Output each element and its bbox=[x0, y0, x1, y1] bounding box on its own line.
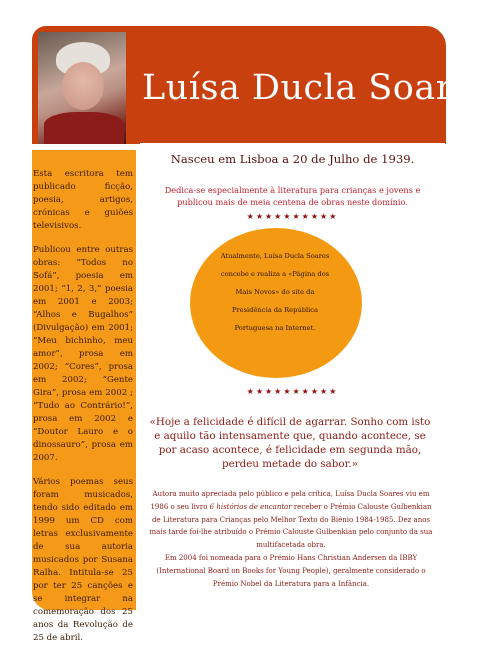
birth-heading: Nasceu em Lisboa a 20 de Julho de 1939. bbox=[170, 152, 415, 166]
star-divider-bottom: ★★★★★★★★★★ bbox=[246, 387, 339, 396]
page-title: Luísa Ducla Soares bbox=[142, 68, 493, 108]
dedication-text: Dedica-se especialmente à literatura para crianças e jovens e publicou mais de meia centena de obras neste domínio. bbox=[164, 185, 421, 207]
bio-text-part-3: Em 2004 foi nomeada para o Prémio Hans Christian Andersen da IBBY (International Board on Books for Young People), geralmente considerado o Prémio Nobel da Literatura para a Infância. bbox=[156, 553, 426, 588]
sidebar-paragraph-works: Publicou entre outras obras: “Todos no Sofá”, poesia em 2001; “1, 2, 3,” poesia em 2001 e 2003; “Alhos e Bugalhos” (Divulgação) em 2001; “Meu bichinho, meu amor”, prosa em 2002; “Cores”, prosa em 2002; “Gente Gira”, prosa em 2002 ; “Tudo ao Contrário!”, prosa em 2002 e “Doutor Lauro e o dinossauro”, prosa em 2007. bbox=[33, 245, 133, 463]
sidebar-paragraph-music: Vários poemas seus foram musicados, tendo sido editado em 1999 um CD com letras exclusivamente de sua autoria musicados por Susana Ralha. Intitula-se 25 por ter 25 canções e se integrar na comemoração dos 25 anos da Revolução de 25 de abril. bbox=[33, 477, 133, 643]
bio-text-part-1: Autora muito apreciada pelo público e pela crítica, Luísa Ducla Soares viu em 1986 o seu livro bbox=[150, 490, 430, 511]
bio-text-part-2: receber o Prémio Calouste Gulbenkian de Literatura para Crianças pelo Melhor Texto do Biénio 1984-1985. Dez anos mais tarde foi-lhe atribuído o Prémio Calouste Gulbenkian pelo conjunto da sua multifacetada obra. bbox=[149, 502, 433, 550]
highlight-text: Atualmente, Luísa Ducla Soares concebe e realiza a «Página dos Mais Novos» do site da Presidência da República Portuguesa na Internet. bbox=[220, 252, 330, 332]
biography-text bbox=[146, 488, 436, 590]
photo-face bbox=[62, 62, 104, 110]
sidebar-text bbox=[33, 168, 133, 656]
sidebar-paragraph-intro: Esta escritora tem publicado ficção, poesia, artigos, crónicas e guiões televisivos. bbox=[33, 169, 133, 231]
author-photo bbox=[38, 32, 126, 144]
author-quote: «Hoje a felicidade é difícil de agarrar. Sonho com isto e aquilo tão intensamente que, quando acontece, se por acaso acontece, é felicidade em segunda mão, perdeu metade do sabor.» bbox=[149, 416, 431, 470]
book-title: 6 histórias de encantar bbox=[209, 502, 292, 511]
star-divider-top: ★★★★★★★★★★ bbox=[246, 212, 339, 221]
photo-shirt bbox=[44, 112, 124, 144]
